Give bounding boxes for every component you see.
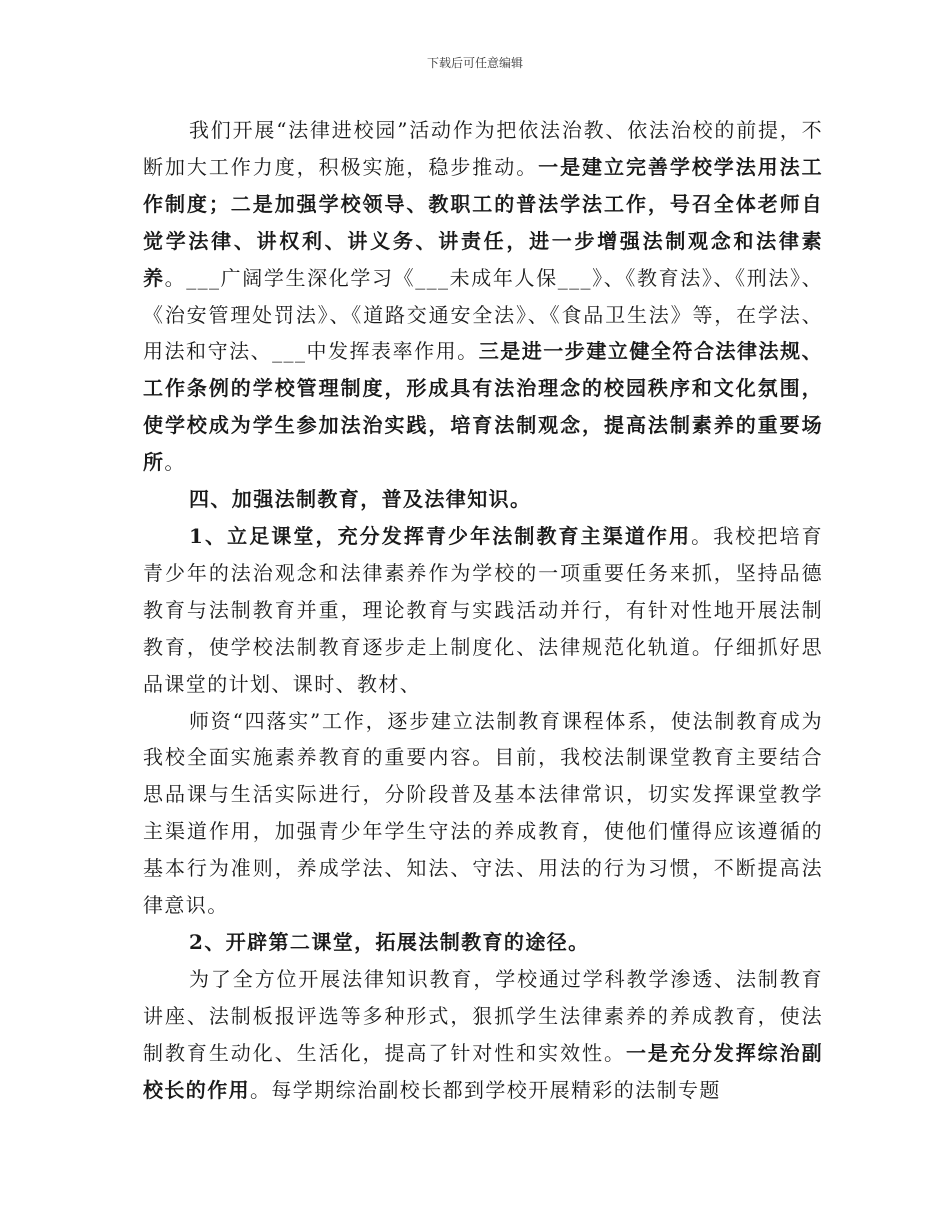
text-run: 。我校把培育青少年的法治观念和法律素养作为学校的一项重要任务来抓，坚持品德教育与法制教育并重，理论教育与实践活动并行，有针对性地开展法制教育，使学校法制教育逐步走上制度化、法律规范化轨道。仔细抓好思品课堂的计划、课时、教材、 [143, 523, 823, 696]
text-run-bold: 一是建立完善学校学法用法工作制度；二是加强学校领导、教职工的普法学法工作，号召全体老师自觉学法律、讲权利、讲义务、讲责任，进一步增强法制观念和法律素养 [143, 154, 823, 290]
text-run: 为了全方位开展法律知识教育，学校通过学科教学渗透、法制教育讲座、法制板报评选等多种形式，狠抓学生法律素养的养成教育，使法制教育生动化、生活化，提高了针对性和实效性。 [143, 966, 823, 1065]
section-heading-four [143, 481, 823, 518]
text-run: 。 [164, 450, 186, 475]
text-run: 。每学期综治副校长都到学校开展精彩的法制专题 [250, 1077, 721, 1102]
paragraph-legal-campus [143, 112, 823, 481]
text-run: 。___广阔学生深化学习《___未成年人保___》、《教育法》、《刑法》、《治安管理处罚法》、《道路交通安全法》、《食品卫生法》等，在学法、用法和守法、___中发挥表率作用。 [143, 265, 823, 364]
text-run-bold: 2、开辟第二课堂，拓展法制教育的途径。 [189, 929, 590, 954]
text-run: 我们开展“法律进校园”活动作为把依法治教、依法治校的前提，不断加大工作力度，积极实施，稳步推动。 [143, 118, 823, 179]
paragraph-classroom [143, 518, 823, 703]
text-run-bold: 三是进一步建立健全符合法律法规、工作条例的学校管理制度，形成具有法治理念的校园秩序和文化氛围，使学校成为学生参加法治实践，培育法制观念，提高法制素养的重要场所 [143, 339, 823, 475]
paragraph-full-education [143, 961, 823, 1109]
text-run-bold: 一是充分发挥综治副校长的作用 [143, 1040, 823, 1102]
page-header: 下载后可任意编辑 [426, 56, 523, 70]
document-body [143, 112, 823, 1108]
text-run-bold: 四、加强法制教育，普及法律知识。 [189, 487, 532, 512]
paragraph-teachers [143, 703, 823, 924]
text-run: 师资“四落实”工作，逐步建立法制教育课程体系，使法制教育成为我校全面实施素养教育的重要内容。目前，我校法制课堂教育主要结合思品课与生活实际进行，分阶段普及基本法律常识，切实发挥课堂教学主渠道作用，加强青少年学生守法的养成教育，使他们懂得应该遵循的基本行为准则，养成学法、知法、守法、用法的行为习惯，不断提高法律意识。 [143, 708, 823, 918]
text-run-bold: 1、立足课堂，充分发挥青少年法制教育主渠道作用 [189, 523, 692, 548]
section-heading-second-classroom [143, 924, 823, 961]
